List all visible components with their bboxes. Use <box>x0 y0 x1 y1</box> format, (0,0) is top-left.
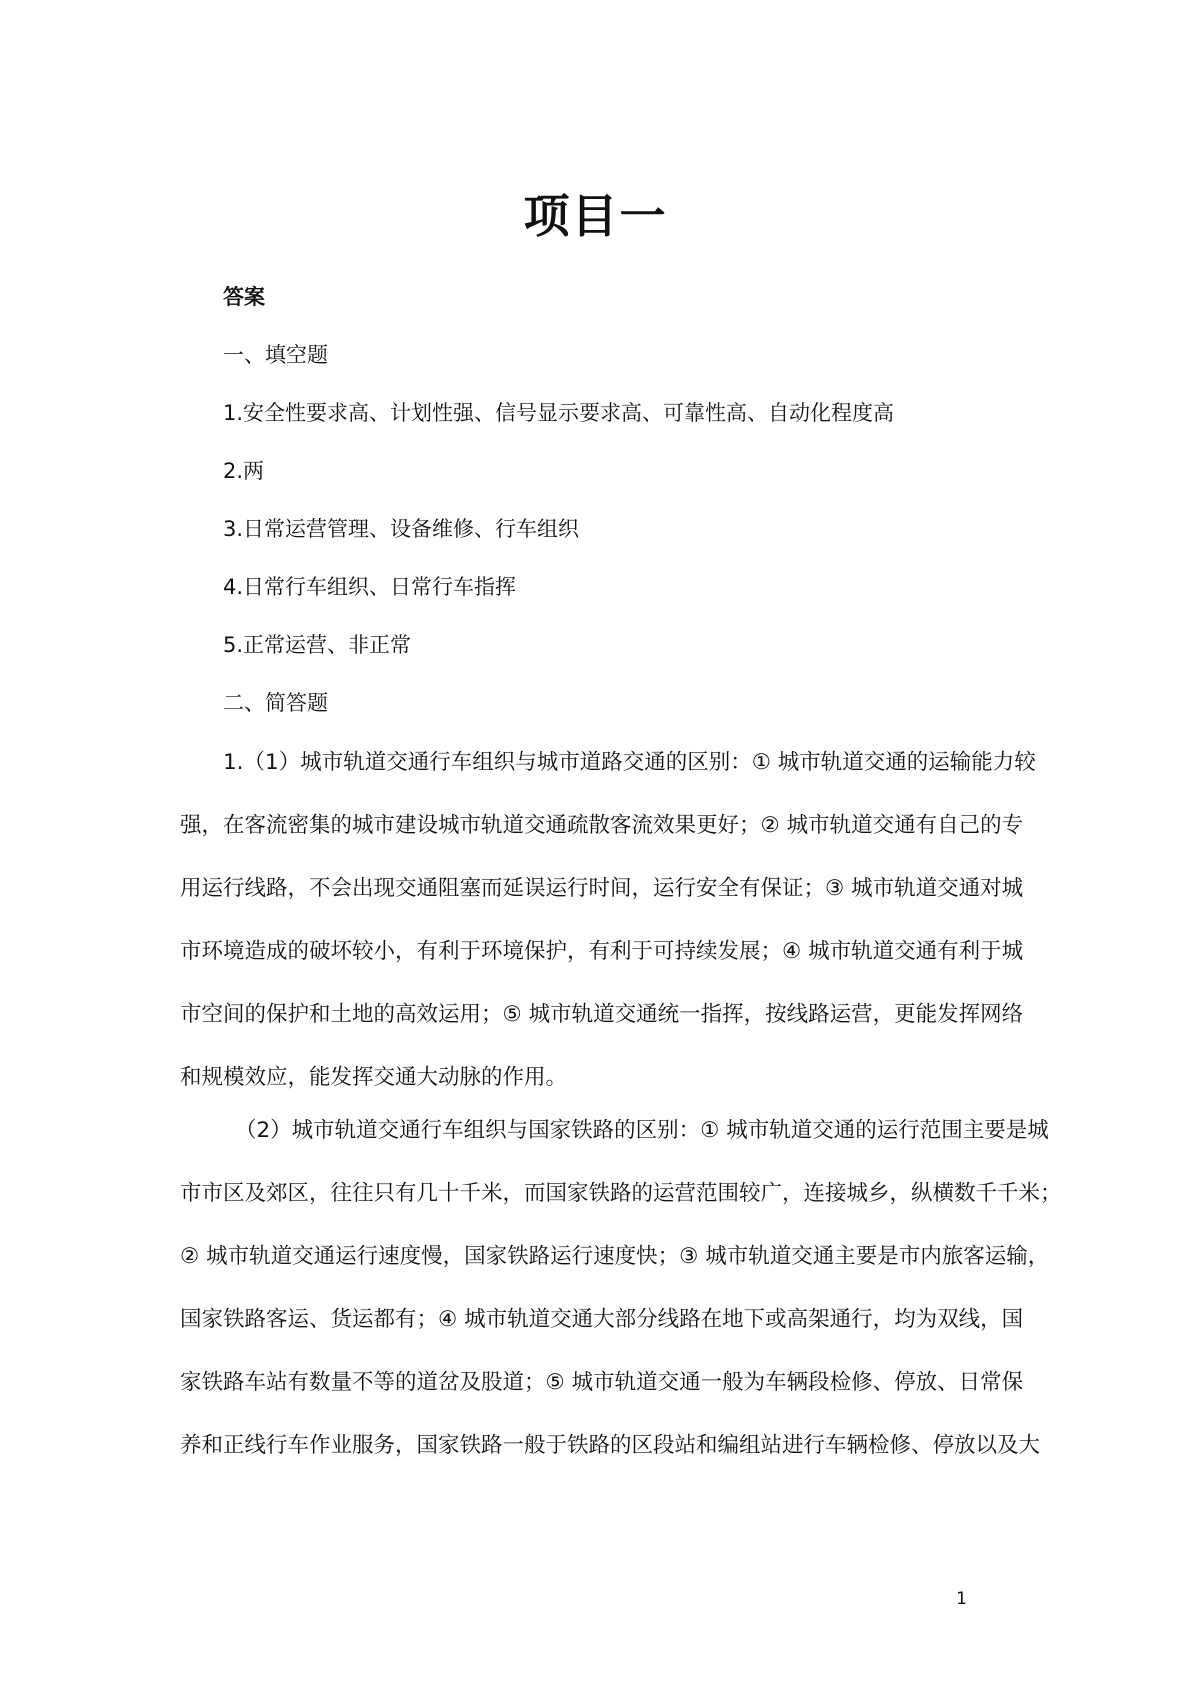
paragraph-1-line-5: 市空间的保护和土地的高效运用；⑤ 城市轨道交通统一指挥，按线路运营，更能发挥网络 <box>180 1002 1024 1027</box>
fill-blank-answer-5: 5.正常运营、非正常 <box>223 633 412 657</box>
fill-blank-answer-2: 2.两 <box>223 459 265 483</box>
paragraph-1-line-4: 市环境造成的破坏较小，有利于环境保护，有利于可持续发展；④ 城市轨道交通有利于城 <box>180 939 1024 964</box>
paragraph-1-line-1: 1.（1）城市轨道交通行车组织与城市道路交通的区别：① 城市轨道交通的运输能力较 <box>223 750 1036 775</box>
paragraph-2-line-2: 市市区及郊区，往往只有几十千米，而国家铁路的运营范围较广，连接城乡，纵横数千千米； <box>180 1181 1062 1206</box>
paragraph-2-line-4: 国家铁路客运、货运都有；④ 城市轨道交通大部分线路在地下或高架通行，均为双线，国 <box>180 1307 1024 1332</box>
answer-paragraph-1 <box>180 731 1036 1109</box>
fill-blank-heading: 一、填空题 <box>223 343 328 367</box>
paragraph-1-line-2: 强，在客流密集的城市建设城市轨道交通疏散客流效果更好；② 城市轨道交通有自己的专 <box>180 813 1024 838</box>
answer-heading: 答案 <box>223 285 265 309</box>
page-title: 项目一 <box>523 189 668 243</box>
short-answer-heading: 二、简答题 <box>223 691 328 715</box>
paragraph-1-line-6: 和规模效应，能发挥交通大动脉的作用。 <box>180 1065 568 1090</box>
paragraph-2-line-5: 家铁路车站有数量不等的道岔及股道；⑤ 城市轨道交通一般为车辆段检修、停放、日常保 <box>180 1370 1024 1395</box>
paragraph-1-line-3: 用运行线路，不会出现交通阻塞而延误运行时间，运行安全有保证；③ 城市轨道交通对城 <box>180 876 1024 901</box>
fill-blank-answer-4: 4.日常行车组织、日常行车指挥 <box>223 575 517 599</box>
answer-paragraph-2 <box>180 1099 1062 1477</box>
paragraph-2-line-1: （2）城市轨道交通行车组织与国家铁路的区别：① 城市轨道交通的运行范围主要是城 <box>235 1118 1049 1143</box>
fill-blank-answer-1: 1.安全性要求高、计划性强、信号显示要求高、可靠性高、自动化程度高 <box>223 401 895 425</box>
paragraph-2-line-6: 养和正线行车作业服务，国家铁路一般于铁路的区段站和编组站进行车辆检修、停放以及大 <box>180 1433 1041 1458</box>
paragraph-2-line-3: ② 城市轨道交通运行速度慢，国家铁路运行速度快；③ 城市轨道交通主要是市内旅客运输， <box>180 1244 1050 1269</box>
fill-blank-answer-3: 3.日常运营管理、设备维修、行车组织 <box>223 517 580 541</box>
page-number: 1 <box>956 1589 967 1609</box>
